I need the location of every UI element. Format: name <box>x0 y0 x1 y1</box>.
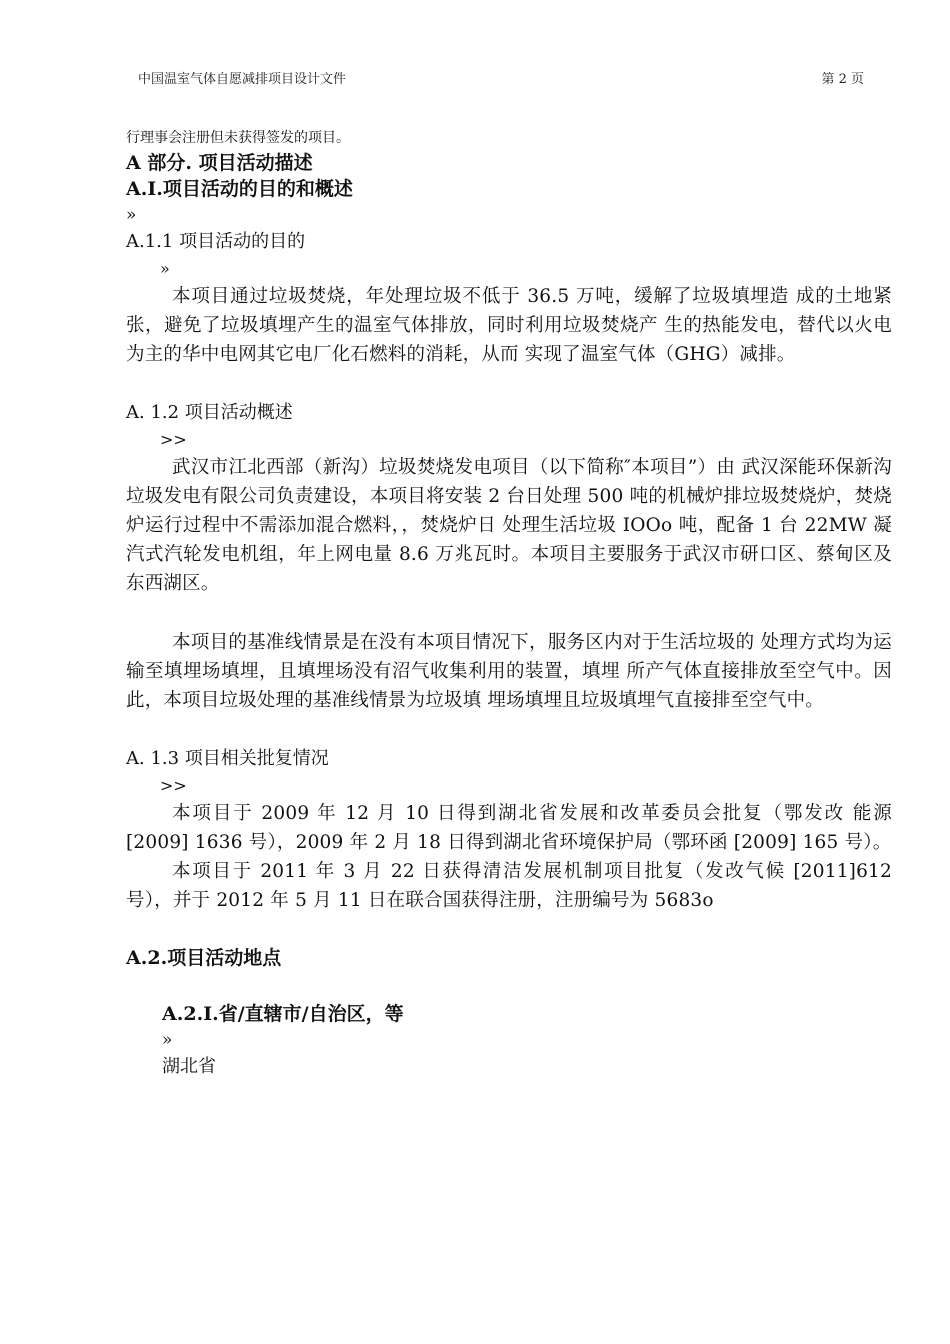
province-value: 湖北省 <box>162 1056 216 1077</box>
document-title: 中国温室气体自愿减排项目设计文件 <box>138 72 347 87</box>
document-body <box>126 126 892 1081</box>
section-a-heading: A 部分. 项目活动描述 <box>126 152 313 174</box>
section-a11-heading: A.1.1 项目活动的目的 <box>126 231 306 252</box>
section-a21 <box>126 1001 892 1081</box>
section-a13-heading: A. 1.3 项目相关批复情况 <box>126 748 329 769</box>
section-a12-heading: A. 1.2 项目活动概述 <box>126 402 293 423</box>
section-a21-marker: » <box>162 1030 173 1050</box>
page-header <box>138 68 864 88</box>
section-a12-marker: >> <box>160 430 187 449</box>
section-a13-marker: >> <box>160 776 187 795</box>
section-a11-paragraph: 本项目通过垃圾焚烧，年处理垃圾不低于 36.5 万吨，缓解了垃圾填埋造 成的土地紧张，避免了垃圾填埋产生的温室气体排放，同时利用垃圾焚烧产 生的热能发电，替代以火电为主的华中电网其它电厂化石燃料的消耗，从而 实现了温室气体（GHG）减排。 <box>126 286 892 365</box>
section-a13-paragraph-1: 本项目于 2009 年 12 月 10 日得到湖北省发展和改革委员会批复（鄂发改 能源[2009] 1636 号），2009 年 2 月 18 日得到湖北省环境保护局（鄂环函 [2009] 165 号）。 <box>126 803 892 853</box>
section-a12-paragraph-2: 本项目的基准线情景是在没有本项目情况下，服务区内对于生活垃圾的 处理方式均为运输至填埋场填埋，且填埋场没有沼气收集利用的装置，填埋 所产气体直接排放至空气中。因此，本项目垃圾处理的基准线情景为垃圾填 埋场填埋且垃圾填埋气直接排至空气中。 <box>126 632 892 711</box>
section-a1-marker: » <box>126 205 137 225</box>
section-a13-paragraph-2: 本项目于 2011 年 3 月 22 日获得清洁发展机制项目批复（发改气候 [2011]612 号），并于 2012 年 5 月 11 日在联合国获得注册，注册编号为 5683o <box>126 861 892 911</box>
section-a12-paragraph-1: 武汉市江北西部（新沟）垃圾焚烧发电项目（以下简称″本项目”）由 武汉深能环保新沟垃圾发电有限公司负责建设，本项目将安装 2 台日处理 500 吨的机械炉排垃圾焚烧炉，焚烧炉运行过程中不需添加混合燃料，，焚烧炉日 处理生活垃圾 IOOo 吨，配备 1 台 22MW 凝汽式汽轮发电机组，年上网电量 8.6 万兆瓦时。本项目主要服务于武汉市研口区、蔡甸区及东西湖区。 <box>126 457 892 594</box>
section-a1-heading: A.I.项目活动的目的和概述 <box>126 178 353 200</box>
section-a11-marker: » <box>160 259 170 278</box>
continuation-text: 行理事会注册但未获得签发的项目。 <box>126 130 350 146</box>
section-a21-heading: A.2.I.省/直辖市/自治区，等 <box>162 1003 404 1025</box>
section-a2-heading: A.2.项目活动地点 <box>126 947 282 969</box>
page-number: 第 2 页 <box>821 72 864 87</box>
